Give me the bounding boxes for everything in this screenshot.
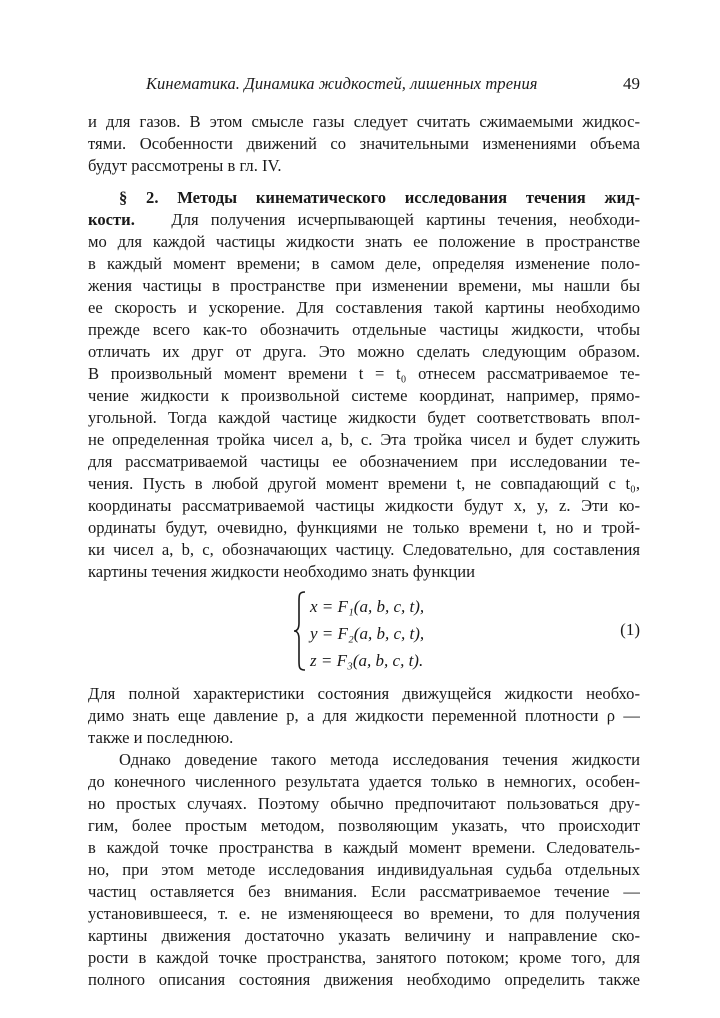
equation-system [88, 593, 640, 677]
equation-line-z: z = F₃(a, b, c, t). [310, 651, 424, 670]
text-line: также и последнюю. [88, 728, 234, 747]
text-line: В произвольный момент времени t = t₀ отнесем рассматриваемое те- [88, 364, 640, 383]
text-line: тями. Особенности движений со значительными изменениями объема [88, 134, 640, 153]
text-line: жения частицы в пространстве при изменении времени, мы нашли бы [88, 276, 640, 295]
section-heading: § 2. Методы кинематического исследования течения жид- [119, 188, 640, 207]
section-heading-end: кости. [88, 210, 135, 229]
text-line: угольной. Тогда каждой частице жидкости будет соответствовать впол- [88, 408, 640, 427]
paragraph-pressure [88, 683, 640, 749]
body-text [88, 111, 640, 991]
text-line: димо знать еще давление p, а для жидкости переменной плотности ρ — [88, 706, 640, 725]
paragraph-method [88, 749, 640, 991]
text-line: чение жидкости к произвольной системе координат, например, прямо- [88, 386, 640, 405]
text-line: и для газов. В этом смысле газы следует считать сжимаемыми жидкос- [88, 112, 640, 131]
section-2 [88, 187, 640, 583]
text-line: ординаты будут, очевидно, функциями не только времени t, но и трой- [88, 518, 640, 537]
text-line: но, при этом методе исследования индивидуальная судьба отдельных [88, 860, 640, 879]
text-line: рости в каждой точке пространства, занятого потоком; кроме того, для [88, 948, 640, 967]
equation-lines [310, 593, 424, 674]
text-line [88, 209, 640, 231]
text-line: но простых случаях. Поэтому обычно предпочитают пользоваться дру- [88, 794, 640, 813]
text-line: в каждой точке пространства в каждый момент времени. Следователь- [88, 838, 640, 857]
text-line: картины движения достаточно указать величину и направление ско- [88, 926, 640, 945]
text-line: координаты рассматриваемой частицы жидкости будут x, y, z. Эти ко- [88, 496, 640, 515]
equation-line-y: y = F₂(a, b, c, t), [310, 624, 425, 643]
text-line: Однако доведение такого метода исследования течения жидкости [119, 750, 640, 769]
text-line: гим, более простым методом, позволяющим указать, что происходит [88, 816, 640, 835]
left-brace-icon [293, 591, 307, 671]
text-line: частиц оставляется без внимания. Если рассматриваемое течение — [88, 882, 640, 901]
text-line: в каждый момент времени; в самом деле, определяя изменение поло- [88, 254, 640, 273]
equation-line-x: x = F₁(a, b, c, t), [310, 597, 425, 616]
text-line: ки чисел a, b, c, обозначающих частицу. Следовательно, для составления [88, 540, 640, 559]
text-line: установившееся, т. е. не изменяющееся во времени, то для получения [88, 904, 640, 923]
running-title: Кинематика. Динамика жидкостей, лишенных трения [146, 74, 538, 93]
text-line: Для полной характеристики состояния движущейся жидкости необхо- [88, 684, 640, 703]
text-line: чения. Пусть в любой другой момент времени t, не совпадающий с t₀, [88, 474, 640, 493]
page-number: 49 [623, 74, 640, 93]
text-line: отличать их друг от друга. Это можно сделать следующим образом. [88, 342, 640, 361]
text-line: мо для каждой частицы жидкости знать ее положение в пространстве [88, 232, 640, 251]
page-header [88, 74, 640, 100]
text-line: до конечного численного результата удается только в немногих, особен- [88, 772, 640, 791]
section-text-start: Для получения исчерпывающей картины течения, необходи- [171, 210, 640, 229]
text-line: полного описания состояния движения необходимо определить также [88, 970, 640, 989]
text-line: ее скорость и ускорение. Для составления такой картины необходимо [88, 298, 640, 317]
text-line: не определенная тройка чисел a, b, c. Эта тройка чисел и будет служить [88, 430, 640, 449]
paragraph-intro [88, 111, 640, 177]
text-line: будут рассмотрены в гл. IV. [88, 156, 282, 175]
text-line: прежде всего как-то обозначить отдельные частицы жидкости, чтобы [88, 320, 640, 339]
text-line: для рассматриваемой частицы ее обозначением при исследовании те- [88, 452, 640, 471]
equation-number: (1) [620, 620, 640, 639]
text-line: картины течения жидкости необходимо знать функции [88, 562, 476, 581]
